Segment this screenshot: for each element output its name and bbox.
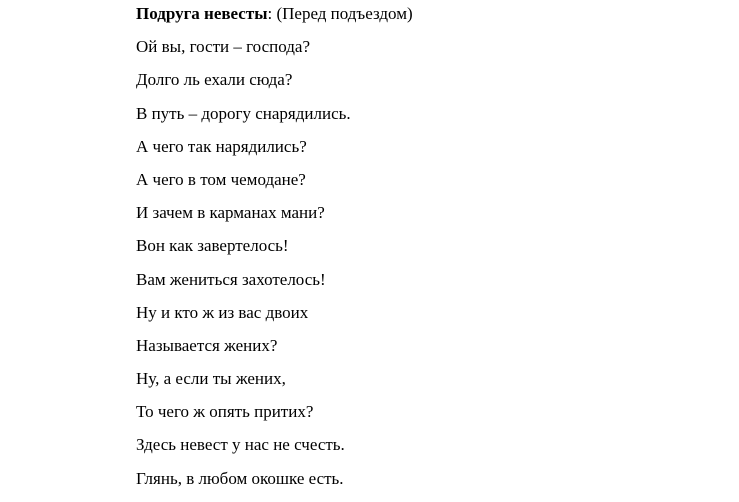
poem-line: В путь – дорогу снарядились. <box>136 103 351 123</box>
poem-line: Вон как завертелось! <box>136 236 289 256</box>
poem-line: Ну, а если ты жених, <box>136 369 286 389</box>
speaker-line <box>136 4 413 24</box>
speaker-name: Подруга невесты <box>136 4 268 23</box>
poem-line: Долго ль ехали сюда? <box>136 70 293 90</box>
poem-line: А чего в том чемодане? <box>136 169 306 189</box>
poem-line: Вам жениться захотелось! <box>136 269 326 289</box>
poem-line: Ну и кто ж из вас двоих <box>136 302 309 322</box>
poem-line: А чего так нарядились? <box>136 136 307 156</box>
poem-line: Называется жених? <box>136 335 278 355</box>
poem-line: И зачем в карманах мани? <box>136 203 325 223</box>
poem-line: Здесь невест у нас не счесть. <box>136 435 345 455</box>
poem-line: Глянь, в любом окошке есть. <box>136 468 344 488</box>
stage-direction: : (Перед подъездом) <box>267 4 413 23</box>
poem-text <box>136 4 413 502</box>
poem-line: Ой вы, гости – господа? <box>136 37 310 57</box>
poem-line: То чего ж опять притих? <box>136 402 314 422</box>
